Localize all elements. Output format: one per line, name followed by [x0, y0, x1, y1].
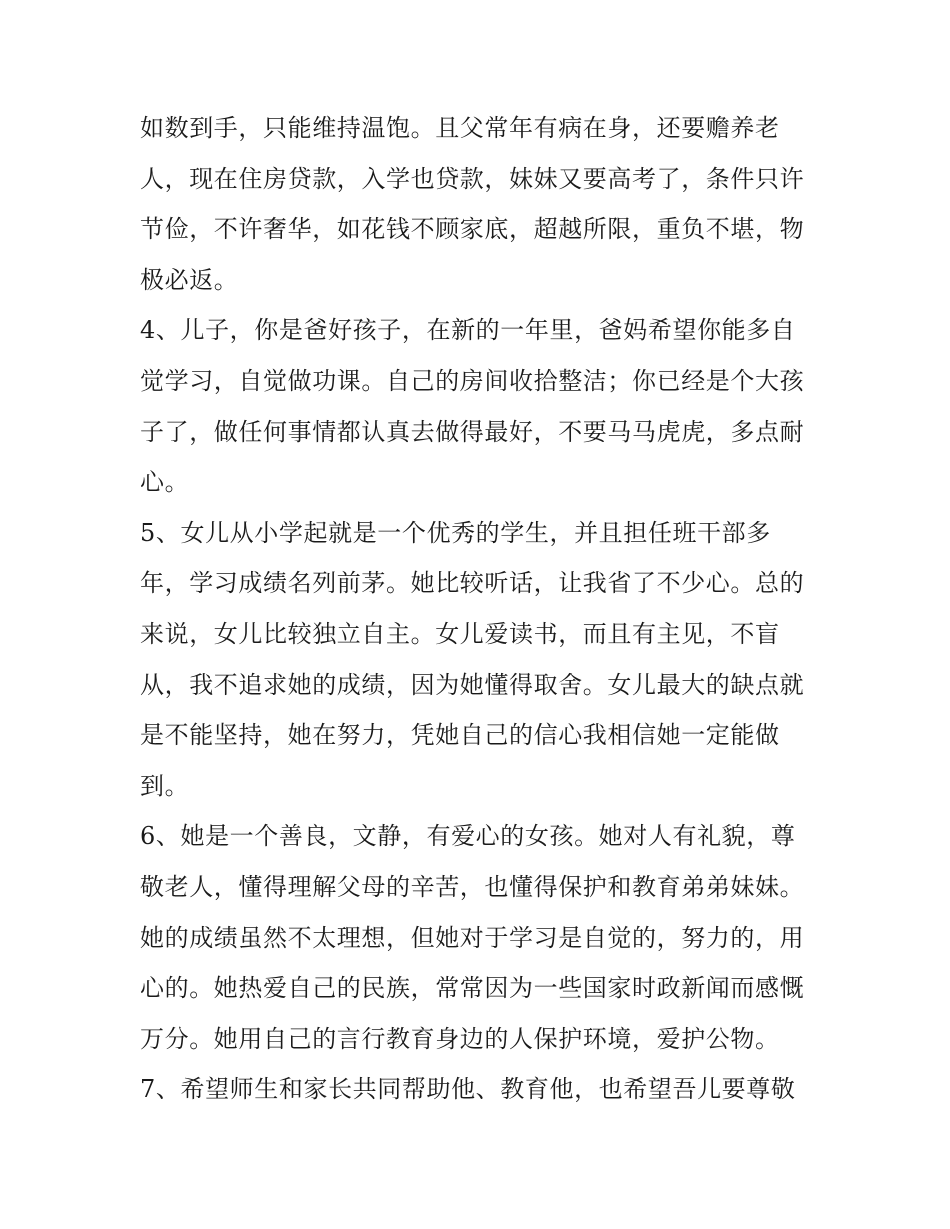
text-line: 来说，女儿比较独立自主。女儿爱读书，而且有主见，不盲 [140, 619, 780, 648]
text-line: 子了，做任何事情都认真去做得最好，不要马马虎虎，多点耐 [140, 417, 805, 446]
text-line: 她的成绩虽然不太理想，但她对于学习是自觉的，努力的，用 [140, 923, 805, 952]
text-line: 年，学习成绩名列前茅。她比较听话，让我省了不少心。总的 [140, 569, 805, 598]
text-line: 5、女儿从小学起就是一个优秀的学生，并且担任班干部多 [140, 518, 771, 547]
text-line: 心。 [140, 468, 190, 497]
text-line: 敬老人，懂得理解父母的辛苦，也懂得保护和教育弟弟妹妹。 [140, 872, 805, 901]
text-line: 节俭，不许奢华，如花钱不顾家底，超越所限，重负不堪，物 [140, 215, 805, 244]
text-line: 万分。她用自己的言行教育身边的人保护环境，爱护公物。 [140, 1024, 780, 1053]
text-line: 人，现在住房贷款，入学也贷款，妹妹又要高考了，条件只许 [140, 164, 805, 193]
text-line: 觉学习，自觉做功课。自己的房间收拾整洁；你已经是个大孩 [140, 366, 805, 395]
text-line: 心的。她热爱自己的民族，常常因为一些国家时政新闻而感慨 [140, 974, 805, 1003]
document-body [140, 103, 820, 1115]
text-line: 极必返。 [140, 265, 239, 294]
text-line: 是不能坚持，她在努力，凭她自己的信心我相信她一定能做 [140, 721, 780, 750]
text-line: 6、她是一个善良，文静，有爱心的女孩。她对人有礼貌，尊 [140, 822, 796, 851]
text-line: 到。 [140, 771, 190, 800]
text-line: 如数到手，只能维持温饱。且父常年有病在身，还要赡养老 [140, 114, 780, 142]
text-line: 7、希望师生和家长共同帮助他、教育他，也希望吾儿要尊敬 [140, 1075, 796, 1104]
text-line: 4、儿子，你是爸好孩子，在新的一年里，爸妈希望你能多自 [140, 316, 796, 345]
text-line: 从，我不追求她的成绩，因为她懂得取舍。女儿最大的缺点就 [140, 670, 805, 699]
